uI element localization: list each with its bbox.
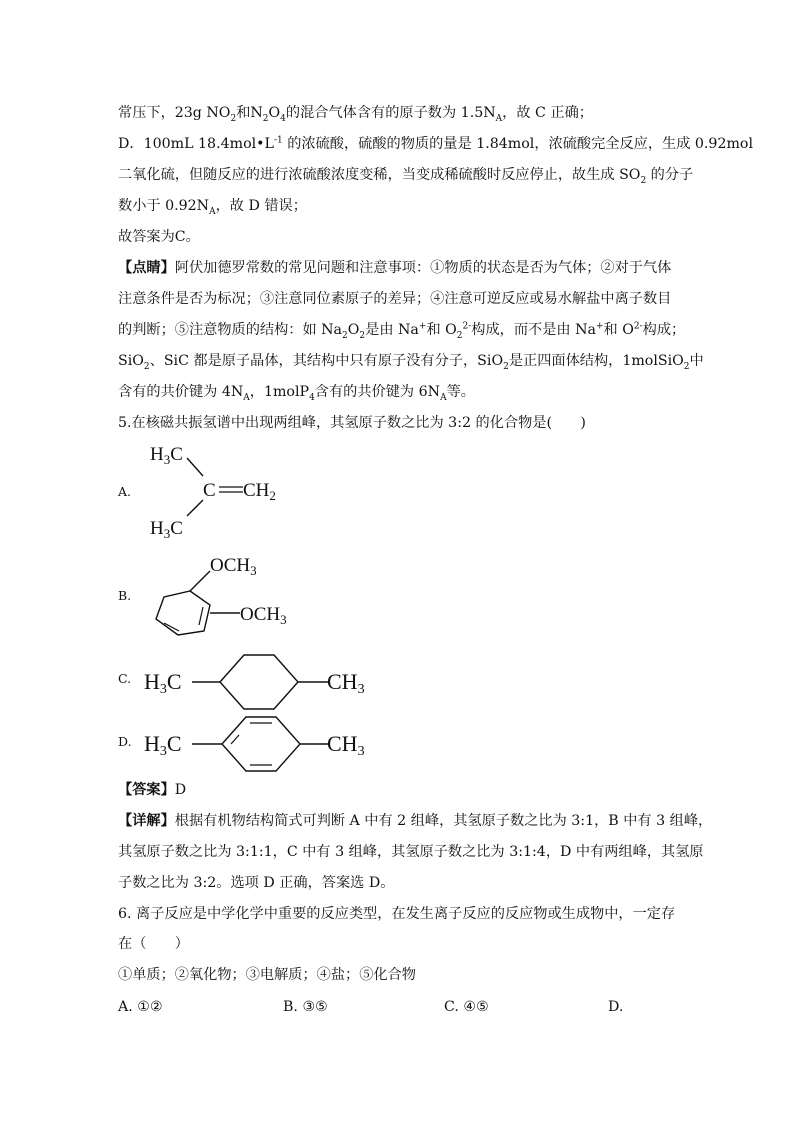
ch3-top: $H_3C$ xyxy=(150,444,183,467)
question-stem: 在（ ） xyxy=(118,936,189,952)
tip-line: SiO$_2$、SiC 都是原子晶体，其结构中只有原子没有分子，SiO$_2$是正四面体结构，1molSiO$_2$中 xyxy=(118,353,704,372)
answer-line: 故答案为C。 xyxy=(118,229,200,245)
option-c: C. ④⑤ xyxy=(444,999,489,1015)
option-label: A. xyxy=(118,484,132,499)
option-label: D. xyxy=(118,734,132,749)
methoxy-top: $OCH_3$ xyxy=(210,555,257,578)
structure-d xyxy=(140,707,390,775)
structure-b xyxy=(140,547,320,647)
structure-c xyxy=(140,645,390,713)
tip-line: 含有的共价键为 $4N_A$，1molP$_4$含有的共价键为 $6N_A$等。 xyxy=(118,384,475,403)
option-label: B. xyxy=(118,588,132,603)
text-line: D．100mL $18.4mol•L^{-1}$ 的浓硫酸，硫酸的物质的量是 1.84mol，浓硫酸完全反应，生成 0.92mol xyxy=(118,135,754,152)
option-a: A. ①② xyxy=(118,999,163,1015)
ch3-bottom: $H_3C$ xyxy=(150,518,183,540)
text-line: 常压下，23g $NO_2$和$N_2O_4$的混合气体含有的原子数为 $1.5N_A$，故 C 正确； xyxy=(118,105,593,124)
question-stem: 5.在核磁共振氢谱中出现两组峰，其氢原子数之比为 3:2 的化合物是( ) xyxy=(118,415,586,431)
answer-line: 【答案】D xyxy=(118,782,187,798)
ch2: $CH_2$ xyxy=(243,480,276,503)
ch3-left: H3C xyxy=(144,731,182,759)
benzene-ring xyxy=(222,717,300,771)
tip-line: 【点睛】阿伏加德罗常数的常见问题和注意事项：①物质的状态是否为气体；②对于气体 xyxy=(118,260,672,276)
text-line: 数小于 $0.92N_A$，故 D 错误； xyxy=(118,198,307,217)
question-stem: 6. 离子反应是中学化学中重要的反应类型，在发生离子反应的反应物或生成物中，一定存 xyxy=(118,906,676,922)
question-items: ①单质；②氧化物；③电解质；④盐；⑤化合物 xyxy=(118,967,416,983)
ch3-right: CH3 xyxy=(327,731,365,759)
tip-line: 的判断；⑤注意物质的结构：如 $Na_2O_2$是由 Na+和 $O_2^{2-}$构成，而不是由 Na+和 $O^{2-}$构成； xyxy=(118,321,686,341)
tip-line: 注意条件是否为标况；③注意同位素原子的差异；④注意可逆反应或易水解盐中离子数目 xyxy=(118,291,672,307)
bond xyxy=(187,458,203,476)
c-center: C xyxy=(203,480,216,501)
option-b: B. ③⑤ xyxy=(283,999,328,1015)
bond xyxy=(187,500,203,516)
methoxy-bottom: $OCH_3$ xyxy=(240,604,287,627)
ch3-right: CH3 xyxy=(327,669,365,697)
bond xyxy=(190,571,210,591)
text-line: 二氧化硫，但随反应的进行浓硫酸浓度变稀，当变成稀硫酸时反应停止，故生成 $SO_2$ 的分子 xyxy=(118,167,694,186)
detail-line: 【详解】根据有机物结构简式可判断 A 中有 2 组峰，其氢原子数之比为 3:1，B 中有 3 组峰， xyxy=(118,813,713,829)
cyclohexane-ring xyxy=(220,655,298,709)
detail-line: 子数之比为 3:2。选项 D 正确，答案选 D。 xyxy=(118,875,395,891)
option-d: D. xyxy=(608,999,624,1015)
option-label: C. xyxy=(118,671,132,686)
ch3-left: H3C xyxy=(144,669,182,697)
structure-a xyxy=(145,440,295,540)
detail-line: 其氢原子数之比为 3:1:1，C 中有 3 组峰，其氢原子数之比为 3:1:4，D 中有两组峰，其氢原 xyxy=(118,844,704,860)
